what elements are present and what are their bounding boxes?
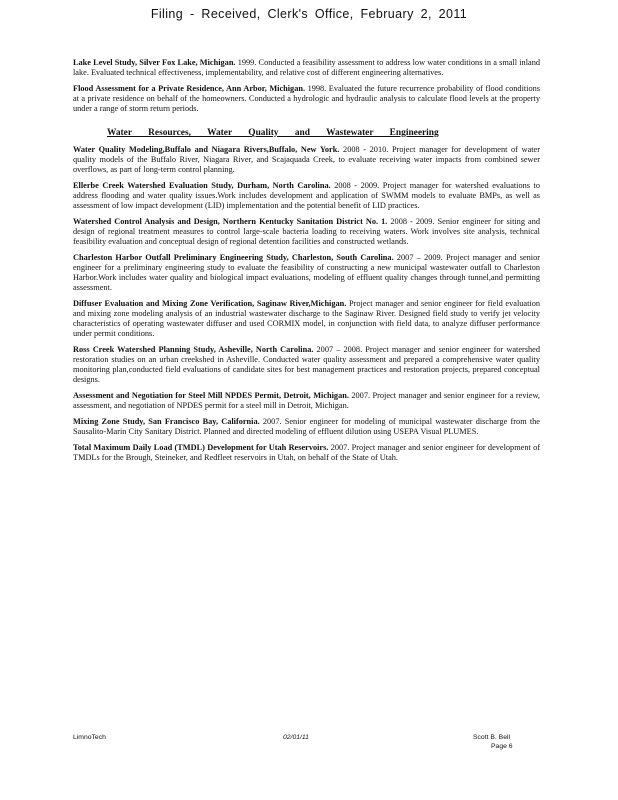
project-description: 1999. Conducted a feasibility assessment to address low water conditions in a small inland lake. Evaluated technical effectiveness, implementability, and relative cost of different engineering alternatives. (73, 58, 540, 77)
project-entry (73, 391, 540, 411)
project-description: 2008 - 2009. Project manager for watershed evaluations to address flooding and water quality issues.Work includes development and application of SWMM models to evaluate BMPs, as well as assessment of low impact development (LID) implementation and the potential benefit of LID practices. (73, 181, 540, 210)
project-description: 2007. Project manager and senior engineer for development of TMDLs for the Brough, Steineker, and Redfleet reservoirs in Utah, on behalf of the State of Utah. (73, 443, 540, 462)
project-title: Lake Level Study, Silver Fox Lake, Michigan. (73, 58, 236, 67)
project-title: Mixing Zone Study, San Francisco Bay, California. (73, 417, 260, 426)
footer-author-page (473, 733, 513, 751)
project-description: 2007. Project manager and senior engineer for a review, assessment, and negotiation of NPDES permit for a steel mill in Detroit, Michigan. (73, 391, 540, 410)
project-description: 2007. Senior engineer for modeling of municipal wastewater discharge from the Sausalito-Marin City Sanitary District. Planned and directed modeling of effluent dilution using USEPA Visual PLUMES. (73, 417, 540, 436)
project-title: Flood Assessment for a Private Residence, Ann Arbor, Michigan. (73, 84, 306, 93)
project-description: Project manager and senior engineer for field evaluation and mixing zone modeling analysis of an industrial wastewater discharge to the Saginaw River. Designed field study to verify jet velocity characteristics of operating wastewater diffuser and used CORMIX model, in conjunction with field data, to analyze diffuser performance under permit conditions. (73, 299, 540, 338)
resume-body (73, 58, 540, 469)
project-title: Total Maximum Daily Load (TMDL) Development for Utah Reservoirs. (73, 443, 329, 452)
project-title: Ross Creek Watershed Planning Study, Asheville, North Carolina. (73, 345, 314, 354)
project-entry (73, 417, 540, 437)
footer-date: 02/01/11 (283, 734, 309, 741)
footer-author: Scott B. Bell (473, 734, 511, 741)
project-title: Ellerbe Creek Watershed Evaluation Study, Durham, North Carolina. (73, 181, 331, 190)
project-entry (73, 181, 540, 211)
project-entry (73, 345, 540, 385)
project-entry (73, 58, 540, 78)
project-entry (73, 217, 540, 247)
project-entry (73, 253, 540, 293)
footer-page-number: Page 6 (491, 743, 513, 750)
footer-company: LimnoTech (73, 734, 106, 741)
project-title: Charleston Harbor Outfall Preliminary Engineering Study, Charleston, South Carolina. (73, 253, 394, 262)
project-entry (73, 299, 540, 339)
project-title: Diffuser Evaluation and Mixing Zone Verification, Saginaw River,Michigan. (73, 299, 347, 308)
project-entry (73, 145, 540, 175)
project-description: 2008 - 2010. Project manager for development of water quality models of the Buffalo River, Niagara River, and Scajaquada Creek, to evaluate receiving water impacts from combined sewer overflows, as part of long-term control planning. (73, 145, 540, 174)
project-title: Assessment and Negotiation for Steel Mill NPDES Permit, Detroit, Michigan. (73, 391, 349, 400)
project-description: 2007 – 2008. Project manager and senior engineer for watershed restoration studies on an urban creekshed in Asheville. Conducted water quality assessment and prepared a comprehensive water quality monitoring plan,conducted field evaluations of candidate sites for best management practices and restoration projects, prepared conceptual designs. (73, 345, 541, 384)
project-description: 2007 – 2009. Project manager and senior engineer for a preliminary engineering study to evaluate the feasibility of constructing a new municipal wastewater outfall to Charleston Harbor.Work includes water quality and biological impact evaluations, modeling of effluent quality changes through tunnel,and permitting assessment. (73, 253, 541, 292)
project-entry (73, 443, 540, 463)
project-description: 2008 - 2009. Senior engineer for siting and design of regional treatment measures to control large-scale bacteria loading to receiving waters. Work involves site analysis, technical feasibility evaluation and conceptual design of regional detention facilities and constructed wetlands. (73, 217, 540, 246)
section-heading: Water Resources, Water Quality and Wastewater Engineering (107, 128, 439, 138)
project-title: Watershed Control Analysis and Design, Northern Kentucky Sanitation District No. 1. (73, 217, 388, 226)
project-title: Water Quality Modeling,Buffalo and Niagara Rivers,Buffalo, New York. (73, 145, 340, 154)
filing-stamp-header: Filing - Received, Clerk's Office, February 2, 2011 (150, 7, 468, 21)
project-entry (73, 84, 540, 114)
project-description: 1998. Evaluated the future recurrence probability of flood conditions at a private residence on behalf of the homeowners. Conducted a hydrologic and hydraulic analysis to calculate flood levels at the property under a range of storm return periods. (73, 84, 541, 113)
